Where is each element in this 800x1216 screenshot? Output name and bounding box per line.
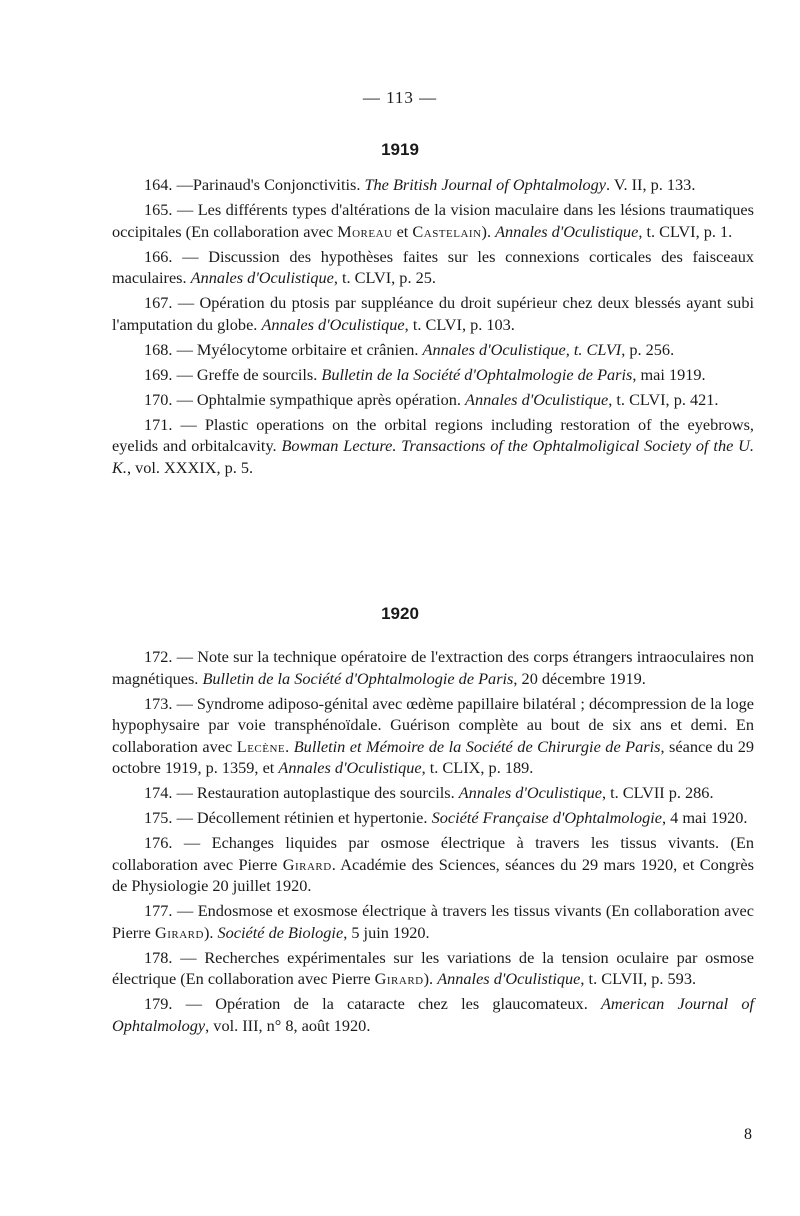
bibliography-entry [112,339,754,361]
bibliography-entry [112,646,754,689]
entry-text: , 20 décembre 1919. [513,668,646,688]
bibliography-entry [112,414,754,479]
entry-text: , vol. III, n° 8, août 1920. [205,1015,371,1035]
entries-1920 [112,646,754,1036]
entry-text: , 5 juin 1920. [343,922,430,942]
bibliography-entry [112,807,754,829]
entry-author-name: Girard [154,922,204,942]
bibliography-entry [112,693,754,779]
entry-text: ). [423,969,438,988]
entry-author-name: Lecène [236,736,286,756]
entry-text: , p. 256. [621,339,675,359]
entry-title-italic: Bulletin de la Société d'Ophtalmologie de Paris [202,668,514,688]
entry-text: , mai 1919. [632,364,706,384]
bibliography-entry [112,782,754,804]
entry-text: ). [481,221,496,241]
entry-text: . V. II, p. 133. [605,175,696,194]
entry-number: 178. [144,947,173,967]
entry-title-italic: Bulletin de la Société d'Ophtalmologie de Paris [321,364,633,384]
entry-title-italic: Société de Biologie [217,922,344,942]
entry-text: — Syndrome adiposo-génital avec œdème papillaire bilatéral ; décompression de la loge hypophysaire par voie transphénoïdale. Guérison complète au bout de six ans et demi. En collaboration avec [112,693,754,756]
entry-number: 168. [144,339,173,359]
bibliography-entry [112,246,754,289]
page-folio: — 113 — [362,88,438,107]
bibliography-entry [112,364,754,386]
year-heading-1920: 1920 [381,604,419,623]
bibliography-entry [112,900,754,943]
entry-text: — Discussion des hypothèses faites sur les connexions corticales des faisceaux maculaires. [112,246,754,287]
entry-text: — Myélocytome orbitaire et crânien. [172,339,423,359]
entry-number: 175. [144,808,173,827]
bibliography-entry [112,993,754,1036]
entry-number: 169. [144,364,173,384]
entry-author-name: Moreau [337,221,393,241]
bibliography-entry [112,292,754,335]
entry-title-italic: Bulletin et Mémoire de la Société de Chirurgie de Paris [293,736,661,756]
entry-text: et [392,221,413,241]
year-heading-1919: 1919 [381,140,419,159]
entry-text: , séance du 29 octobre 1919, p. 1359, et [112,736,755,777]
entry-number: 179. [144,994,173,1013]
entry-number: 167. [144,293,173,312]
entry-title-italic: Annales d'Oculistique [261,314,405,334]
bibliography-entry [112,947,754,990]
entry-number: 177. [144,901,173,920]
entry-text: , t. CLVI, p. 1. [638,221,733,241]
entry-text: — Restauration autoplastique des sourcils. [172,783,459,802]
entry-text: , t. CLVI, p. 421. [608,389,719,409]
entry-number: 172. [144,647,173,666]
bibliography-entry [112,174,754,196]
entry-number: 176. [144,833,173,852]
bibliography-entry [112,832,754,897]
entry-title-italic: Bowman Lecture. Transactions of the Ophtalmoligical Society of the U. K. [112,436,754,477]
entry-author-name: Girard [282,854,332,874]
entry-text: — Note sur la technique opératoire de l'extraction des corps étrangers intraoculaires non magnétiques. [112,647,754,688]
entry-number: 164. [144,175,173,194]
entry-text: — Greffe de sourcils. [172,364,322,384]
entry-title-italic: Annales d'Oculistique [190,268,334,287]
entry-title-italic: Annales d'Oculistique [437,969,581,988]
entry-number: 174. [144,783,173,802]
entry-text: , 4 mai 1920. [662,808,748,827]
entry-text: , t. CLVI, p. 103. [404,314,515,334]
entry-title-italic: Annales d'Oculistique [278,758,422,777]
entry-author-name: Girard [374,969,424,988]
entry-text: — Opération de la cataracte chez les glaucomateux. [172,994,601,1013]
entry-title-italic: Annales d'Oculistique [495,221,639,241]
entry-text: — Recherches expérimentales sur les variations de la tension oculaire par osmose électrique (En collaboration avec Pierre [112,947,754,988]
entry-title-italic: Annales d'Oculistique [465,389,609,409]
entry-text: —Parinaud's Conjonctivitis. [172,175,365,194]
entry-text: . Académie des Sciences, séances du 29 mars 1920, et Congrès de Physiologie 20 juillet 1920. [112,854,754,895]
page-number: 8 [744,1126,752,1143]
entry-text: , t. CLIX, p. 189. [421,758,534,777]
entry-title-italic: American Journal of Ophtalmology [112,994,755,1035]
entry-text: , t. CLVI, p. 25. [333,268,436,287]
entry-text: — Opération du ptosis par suppléance du droit supérieur chez deux blessés ayant subi l'amputation du globe. [112,293,754,334]
entry-text: — Endosmose et exosmose électrique à travers les tissus vivants (En collaboration avec Pierre [112,901,754,942]
entry-text: , vol. XXXIX, p. 5. [126,457,254,477]
entry-text: — Plastic operations on the orbital regions including restoration of the eyebrows, eyelids and orbitalcavity. [112,414,754,455]
entry-text: — Echanges liquides par osmose électrique à travers les tissus vivants. (En collaboration avec Pierre [112,833,754,874]
entry-text: — Les différents types d'altérations de la vision maculaire dans les lésions traumatiques occipitales (En collaboration avec [112,200,754,241]
entry-title-italic: The British Journal of Ophtalmology [364,175,606,194]
entry-title-italic: Annales d'Oculistique, t. CLVI [422,339,622,359]
entry-title-italic: Annales d'Oculistique [458,783,602,802]
entry-number: 166. [144,246,173,266]
bibliography-entry [112,199,754,242]
entry-title-italic: Société Française d'Ophtalmologie [431,808,663,827]
entry-text: ). [203,922,218,942]
entry-text: — Ophtalmie sympathique après opération. [172,389,466,409]
entry-text: , t. CLVII p. 286. [601,783,714,802]
bibliography-entry [112,389,754,411]
entry-number: 171. [144,414,173,434]
entry-number: 173. [144,693,173,713]
entry-number: 170. [144,389,173,409]
entry-author-name: Castelain [412,221,482,241]
entry-number: 165. [144,200,173,219]
entries-1919 [112,174,754,478]
entry-text: , t. CLVII, p. 593. [580,969,697,988]
entry-text: . [285,736,294,756]
entry-text: — Décollement rétinien et hypertonie. [172,808,432,827]
